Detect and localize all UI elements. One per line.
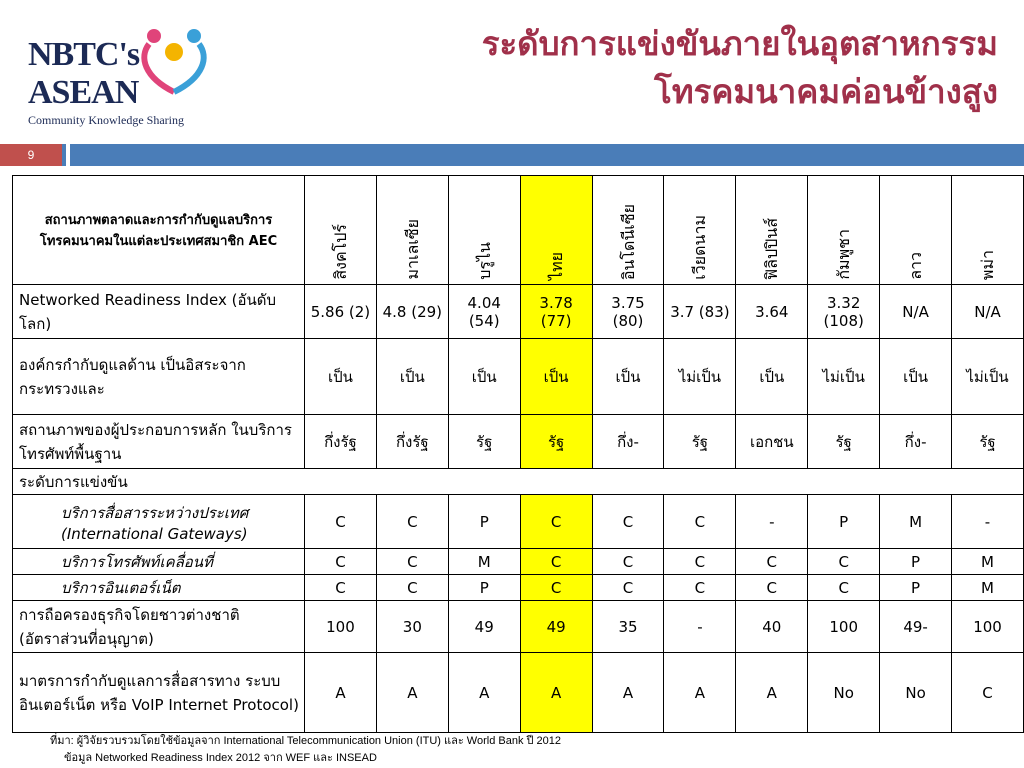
table-cell: -	[664, 601, 736, 653]
table-cell: 4.8 (29)	[376, 285, 448, 339]
people-circle-icon	[134, 22, 214, 102]
table-cell: 3.64	[736, 285, 808, 339]
table-row	[13, 601, 1024, 653]
country-header: มาเลเซีย	[376, 176, 448, 285]
table-cell: M	[880, 495, 952, 549]
country-header: เวียดนาม	[664, 176, 736, 285]
country-header: อินโดนีเซีย	[592, 176, 664, 285]
table-cell: 100	[305, 601, 377, 653]
table-cell: 40	[736, 601, 808, 653]
table-row	[13, 495, 1024, 549]
competition-header: ระดับการแข่งขัน	[13, 469, 1024, 495]
table-cell: เป็น	[520, 339, 592, 415]
table-cell: M	[448, 549, 520, 575]
row-label: สถานภาพของผู้ประกอบการหลัก ในบริการโทรศัพท์พื้นฐาน	[13, 415, 305, 469]
footnote-line1: ที่มา: ผู้วิจัยรวบรวมโดยใช้ข้อมูลจาก International Telecommunication Union (ITU) และ World Bank ปี 2012	[50, 735, 562, 747]
table-cell: C	[305, 575, 377, 601]
table-cell: C	[376, 575, 448, 601]
table-cell: กึ่ง-	[592, 415, 664, 469]
table-cell: เป็น	[880, 339, 952, 415]
table-row	[13, 339, 1024, 415]
table-cell: รัฐ	[808, 415, 880, 469]
table-cell: ไม่เป็น	[664, 339, 736, 415]
table-cell: A	[448, 653, 520, 733]
table-cell: 49-	[880, 601, 952, 653]
table-cell: C	[520, 549, 592, 575]
table-cell: C	[592, 495, 664, 549]
table-cell: C	[520, 575, 592, 601]
table-cell: N/A	[952, 285, 1024, 339]
title-line1: ระดับการแข่งขันภายในอุตสาหกรรม	[481, 24, 998, 63]
country-header: กัมพูชา	[808, 176, 880, 285]
table-cell: เป็น	[736, 339, 808, 415]
slide-title	[482, 20, 998, 116]
footnote-line2: ข้อมูล Networked Readiness Index 2012 จาก WEF และ INSEAD	[64, 752, 377, 764]
country-header: สิงคโปร์	[305, 176, 377, 285]
row-label: มาตรการกำกับดูแลการสื่อสารทาง ระบบอินเตอร์เน็ต หรือ VoIP Internet Protocol)	[13, 653, 305, 733]
table-cell: P	[448, 495, 520, 549]
table-cell: ไม่เป็น	[952, 339, 1024, 415]
table-cell: กึ่งรัฐ	[376, 415, 448, 469]
table-cell: N/A	[880, 285, 952, 339]
table-cell: C	[952, 653, 1024, 733]
table-cell: C	[592, 575, 664, 601]
country-header: บรูไน	[448, 176, 520, 285]
table-cell: เป็น	[592, 339, 664, 415]
table-cell: เป็น	[448, 339, 520, 415]
title-line2: โทรคมนาคมค่อนข้างสูง	[654, 72, 998, 111]
row-label: การถือครองธุรกิจโดยชาวต่างชาติ (อัตราส่วนที่อนุญาต)	[13, 601, 305, 653]
row-label: บริการสื่อสารระหว่างประเทศ (International Gateways)	[13, 495, 305, 549]
table-cell: เป็น	[376, 339, 448, 415]
table-cell: 5.86 (2)	[305, 285, 377, 339]
table-row	[13, 653, 1024, 733]
table-row	[13, 575, 1024, 601]
competition-header-row	[13, 469, 1024, 495]
table-cell: รัฐ	[664, 415, 736, 469]
table-cell: 35	[592, 601, 664, 653]
table-cell: M	[952, 549, 1024, 575]
table-cell: A	[305, 653, 377, 733]
table-cell: 100	[952, 601, 1024, 653]
table-cell: C	[664, 549, 736, 575]
aec-telecom-table	[12, 175, 1024, 733]
table-row	[13, 549, 1024, 575]
table-cell: C	[736, 575, 808, 601]
table-cell: รัฐ	[448, 415, 520, 469]
table-cell: C	[592, 549, 664, 575]
table-cell: C	[664, 575, 736, 601]
table-cell: 30	[376, 601, 448, 653]
row-label: Networked Readiness Index (อันดับโลก)	[13, 285, 305, 339]
table-cell: 3.32 (108)	[808, 285, 880, 339]
table-cell: A	[664, 653, 736, 733]
table-cell: C	[305, 495, 377, 549]
table-cell: C	[305, 549, 377, 575]
table-cell: รัฐ	[520, 415, 592, 469]
table-cell: P	[880, 575, 952, 601]
table-cell: C	[376, 495, 448, 549]
table-cell: กึ่งรัฐ	[305, 415, 377, 469]
table-cell: เอกชน	[736, 415, 808, 469]
table-cell: M	[952, 575, 1024, 601]
table-cell: A	[520, 653, 592, 733]
table-cell: 100	[808, 601, 880, 653]
header-bar	[0, 144, 1024, 166]
table-cell: P	[880, 549, 952, 575]
table-cell: C	[736, 549, 808, 575]
row-label: บริการอินเตอร์เน็ต	[13, 575, 305, 601]
page-number: 9	[0, 144, 62, 166]
table-cell: -	[952, 495, 1024, 549]
country-header: ลาว	[880, 176, 952, 285]
logo-line2: ASEAN	[28, 74, 139, 111]
table-cell: กึ่ง-	[880, 415, 952, 469]
table-cell: 49	[520, 601, 592, 653]
nbtc-asean-logo	[18, 18, 218, 128]
table-cell: รัฐ	[952, 415, 1024, 469]
table-cell: C	[376, 549, 448, 575]
country-header-thailand: ไทย	[520, 176, 592, 285]
table-cell: C	[520, 495, 592, 549]
table-cell: 3.78 (77)	[520, 285, 592, 339]
table-cell: C	[808, 549, 880, 575]
country-header: ฟิลิปปินส์	[736, 176, 808, 285]
table-cell: C	[664, 495, 736, 549]
corner-header: สถานภาพตลาดและการกำกับดูแลบริการโทรคมนาคมในแต่ละประเทศสมาชิก AEC	[13, 176, 305, 285]
table-cell: ไม่เป็น	[808, 339, 880, 415]
table-cell: 3.7 (83)	[664, 285, 736, 339]
table-cell: 4.04 (54)	[448, 285, 520, 339]
table-cell: A	[376, 653, 448, 733]
row-label: บริการโทรศัพท์เคลื่อนที่	[13, 549, 305, 575]
table-cell: -	[736, 495, 808, 549]
table-cell: 49	[448, 601, 520, 653]
table-cell: C	[808, 575, 880, 601]
logo-line3: Community Knowledge Sharing	[28, 113, 184, 127]
table-cell: P	[448, 575, 520, 601]
country-header-row	[13, 176, 1024, 285]
table-cell: No	[880, 653, 952, 733]
table-cell: P	[808, 495, 880, 549]
table-row	[13, 415, 1024, 469]
logo-line1: NBTC's	[28, 36, 140, 73]
table-cell: No	[808, 653, 880, 733]
country-header: พม่า	[952, 176, 1024, 285]
table-cell: A	[592, 653, 664, 733]
table-cell: เป็น	[305, 339, 377, 415]
table-cell: 3.75 (80)	[592, 285, 664, 339]
table-row	[13, 285, 1024, 339]
row-label: องค์กรกำกับดูแลด้าน เป็นอิสระจากกระทรวงและ	[13, 339, 305, 415]
table-cell: A	[736, 653, 808, 733]
